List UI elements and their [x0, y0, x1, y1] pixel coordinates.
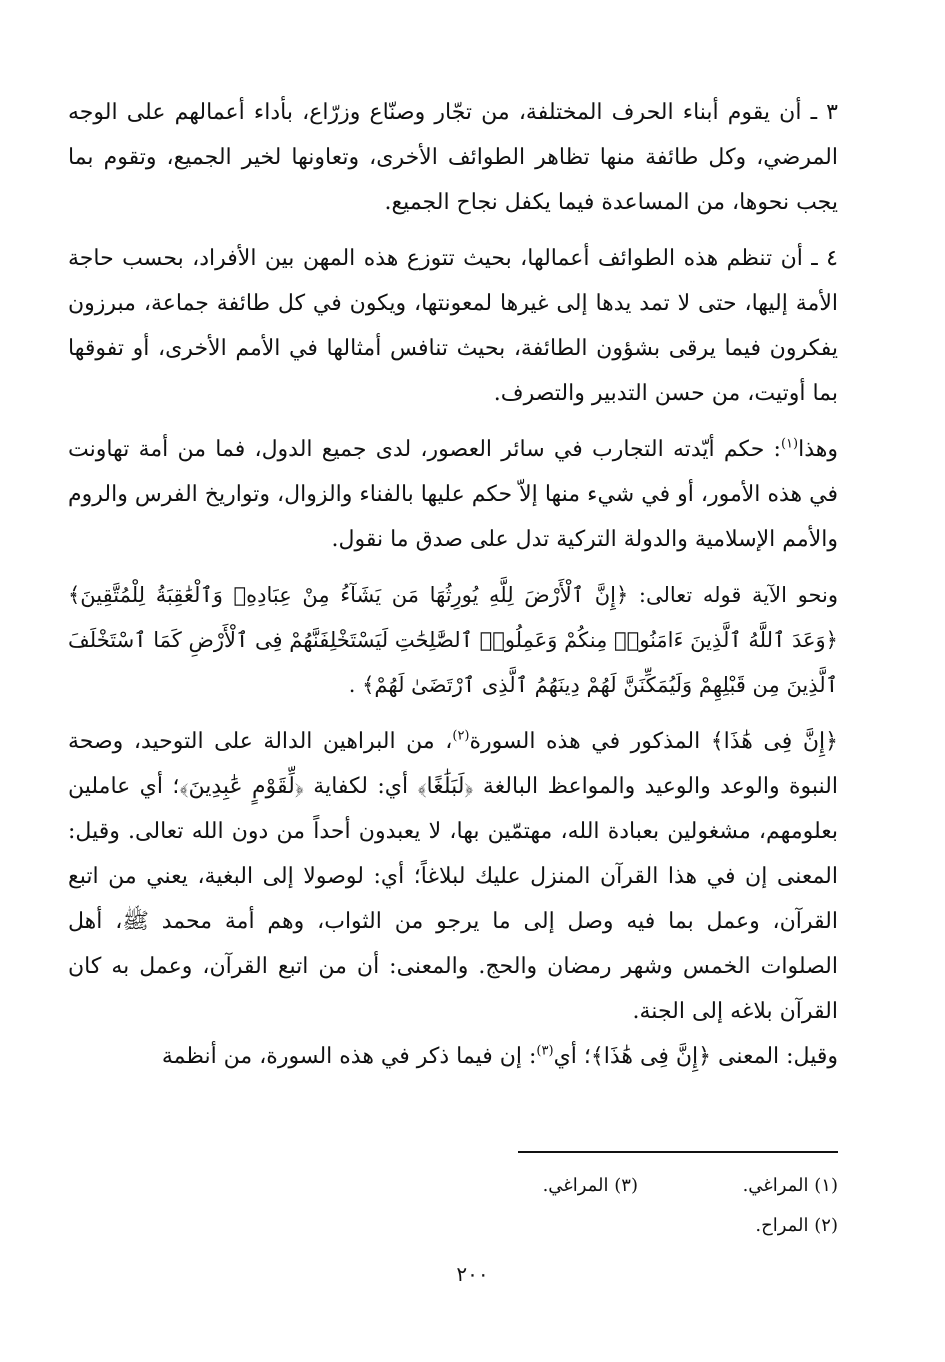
paragraph-6-before: وقيل: المعنى ﴿إِنَّ فِى هَٰذَا﴾؛ أي: [553, 1044, 838, 1069]
footnote-1: [638, 1166, 838, 1206]
paragraph-3-after: : حكم أيّدته التجارب في سائر العصور، لدى جميع الدول، فما من أمة تهاونت في هذه الأمور، أو في شيء منها إلاّ حكم عليها بالفناء والزوال، وتواريخ الفرس والروم والأمم الإسلامية والدولة التركية تدل على صدق ما نقول.: [68, 437, 838, 552]
paragraph-6: [68, 1034, 838, 1079]
footnote-2: [638, 1206, 838, 1246]
paragraph-2: [68, 236, 838, 416]
paragraph-4-text: ونحو الآية قوله تعالى: ﴿إِنَّ ٱلْأَرْضَ لِلَّهِ يُورِثُهَا مَن يَشَآءُ مِنْ عِبَادِهِۦ وَٱلْعَٰقِبَةُ لِلْمُتَّقِينَ﴾ ﴿وَعَدَ ٱللَّهُ ٱلَّذِينَ ءَامَنُوا۟ مِنكُمْ وَعَمِلُوا۟ ٱلصَّٰلِحَٰتِ لَيَسْتَخْلِفَنَّهُمْ فِى ٱلْأَرْضِ كَمَا ٱسْتَخْلَفَ ٱلَّذِينَ مِن قَبْلِهِمْ وَلَيُمَكِّنَنَّ لَهُمْ دِينَهُمُ ٱلَّذِى ٱرْتَضَىٰ لَهُمْ﴾ .: [68, 583, 838, 697]
paragraph-1-text: ٣ ـ أن يقوم أبناء الحرف المختلفة، من تجّار وصنّاع وزرّاع، بأداء أعمالهم على الوجه المرضي، وكل طائفة منها تظاهر الطوائف الأخرى، وتعاونها لخير الجميع، وتقوم بما يجب نحوها، من المساعدة فيما يكفل نجاح الجميع.: [68, 100, 838, 215]
paragraph-5: [68, 719, 838, 1034]
footnote-ref-1[interactable]: (١): [780, 436, 799, 452]
paragraph-6-after: : إن فيما ذكر في هذه السورة، من أنظمة: [161, 1044, 537, 1069]
footnote-1-text: المراغي.: [742, 1175, 809, 1196]
footnote-3-text: المراغي.: [542, 1175, 609, 1196]
paragraph-2-text: ٤ ـ أن تنظم هذه الطوائف أعمالها، بحيث تتوزع هذه المهن بين الأفراد، بحسب حاجة الأمة إليها، حتى لا تمد يدها إلى غيرها لمعونتها، ويكون في كل طائفة جماعة، مبرزون يفكرون فيما يرقى بشؤون الطائفة، بحيث تنافس أمثالها في الأمم الأخرى، أو تفوقها بما أوتيت، من حسن التدبير والتصرف.: [68, 246, 838, 406]
footnotes: [238, 1166, 838, 1246]
footnote-2-number: (٢): [814, 1215, 838, 1236]
page-number: ٢٠٠: [456, 1262, 489, 1286]
paragraph-3-before: وهذا: [798, 437, 838, 462]
footnote-3: [438, 1166, 638, 1206]
paragraph-4-quran: [68, 573, 838, 708]
footnote-2-text: المراح.: [755, 1215, 809, 1236]
footnote-ref-3[interactable]: (٣): [536, 1043, 554, 1059]
footnote-row-2: [238, 1206, 838, 1246]
paragraph-1: [68, 90, 838, 225]
page-body: [68, 90, 838, 1090]
footnote-1-number: (١): [814, 1175, 838, 1196]
paragraph-3: [68, 427, 838, 562]
paragraph-5-after: ، من البراهين الدالة على التوحيد، وصحة النبوة والوعد والوعيد والمواعظ البالغة ﴿لَبَلَٰغًا﴾ أي: لكفاية ﴿لِّقَوْمٍ عَٰبِدِينَ﴾؛ أي عاملين بعلومهم، مشغولين بعبادة الله، مهتمّين بها، لا يعبدون أحداً من دون الله تعالى. وقيل: المعنى إن في هذا القرآن المنزل عليك لبلاغاً؛ أي: لوصولا إلى البغية، يعني من اتبع القرآن، وعمل بما فيه وصل إلى ما يرجو من الثواب، وهم أمة محمد ﷺ، أهل الصلوات الخمس وشهر رمضان والحج. والمعنى: أن من اتبع القرآن، وعمل به كان القرآن بلاغه إلى الجنة.: [68, 729, 838, 1024]
footnote-3-number: (٣): [614, 1175, 638, 1196]
footnote-ref-2[interactable]: (٢): [452, 728, 470, 744]
paragraph-5-before: ﴿إِنَّ فِى هَٰذَا﴾ المذكور في هذه السورة: [469, 729, 838, 754]
footnote-row-1: [238, 1166, 838, 1206]
footnote-divider: [518, 1151, 838, 1153]
